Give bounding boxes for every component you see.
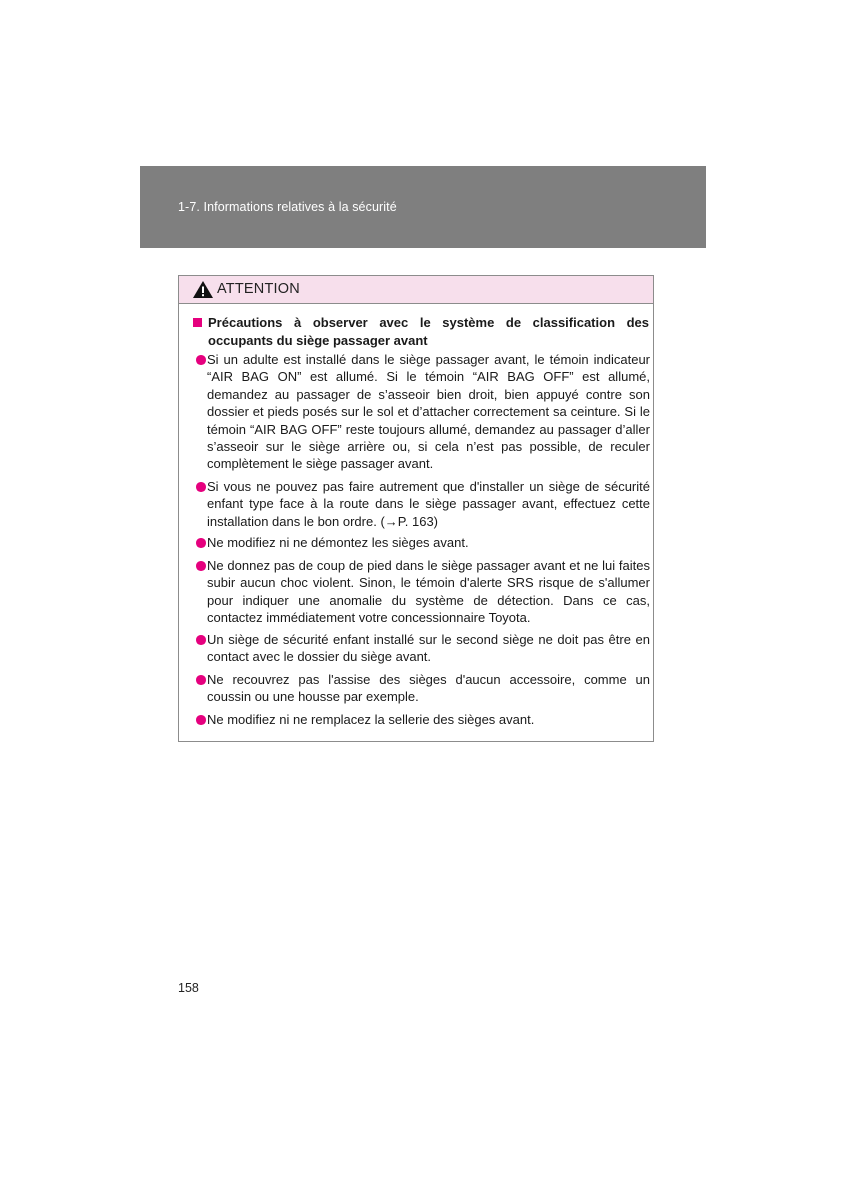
section-title: 1-7. Informations relatives à la sécurité <box>178 200 397 214</box>
attention-header <box>179 276 653 304</box>
list-item-text: Ne modifiez ni ne remplacez la sellerie des sièges avant. <box>207 712 535 727</box>
circle-bullet-icon <box>196 561 206 571</box>
square-bullet-icon <box>193 318 202 327</box>
list-item-text: Un siège de sécurité enfant installé sur le second siège ne doit pas être en contact avec le dossier du siège avant. <box>207 632 650 665</box>
circle-bullet-icon <box>196 715 206 725</box>
circle-bullet-icon <box>196 675 206 685</box>
list-item-text: Si vous ne pouvez pas faire autrement que d'installer un siège de sécurité enfant type face à la route dans le siège passager avant, effectuez cette installation dans le bon ordre. (→P. 163) <box>207 479 650 529</box>
list-item <box>196 711 650 728</box>
list-item <box>196 631 650 666</box>
warning-triangle-icon <box>192 280 214 299</box>
list-item-text: Ne recouvrez pas l'assise des sièges d'aucun accessoire, comme un coussin ou une housse par exemple. <box>207 672 650 705</box>
subheading-text: Précautions à observer avec le système de classification des occupants du siège passager avant <box>208 315 649 348</box>
circle-bullet-icon <box>196 355 206 365</box>
list-item-text: Ne donnez pas de coup de pied dans le siège passager avant et ne lui faites subir aucun choc violent. Sinon, le témoin d'alerte SRS risque de s'allumer pour indiquer une anomalie du système de détection. Dans ce cas, contactez immédiatement votre concessionnaire Toyota. <box>207 558 650 626</box>
circle-bullet-icon <box>196 635 206 645</box>
list-item <box>196 351 650 473</box>
attention-label: ATTENTION <box>217 281 300 297</box>
list-item <box>196 557 650 627</box>
chapter-header-band <box>140 166 706 248</box>
list-item <box>196 534 650 551</box>
list-item-text: Ne modifiez ni ne démontez les sièges avant. <box>207 535 469 550</box>
list-item <box>196 478 650 530</box>
page-number: 158 <box>178 981 199 995</box>
circle-bullet-icon <box>196 482 206 492</box>
list-item-text: Si un adulte est installé dans le siège passager avant, le témoin indicateur “AIR BAG ON” est allumé. Si le témoin “AIR BAG OFF” est allumé, demandez au passager de s’asseoir bien droit, bien appuyé contre son dossier et pieds posés sur le sol et d’attacher correctement sa ceinture. Si le témoin “AIR BAG OFF” reste toujours allumé, demandez au passager d’aller s’asseoir sur le siège arrière ou, si cela n’est pas possible, de reculer complètement le siège passager avant. <box>207 352 650 472</box>
list-item <box>196 671 650 706</box>
subheading <box>193 314 649 349</box>
circle-bullet-icon <box>196 538 206 548</box>
attention-box <box>178 275 654 742</box>
